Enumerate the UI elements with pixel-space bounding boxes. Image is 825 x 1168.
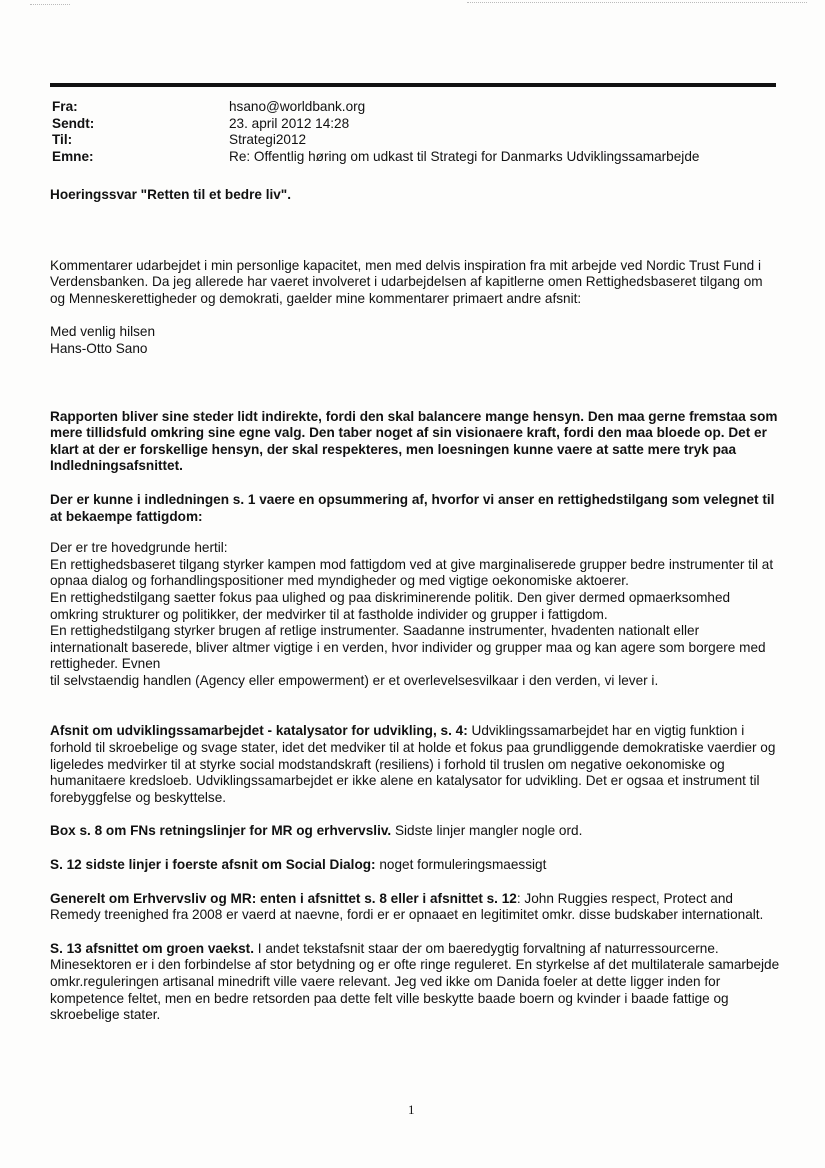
reasons-intro: Der er tre hovedgrunde hertil:	[50, 540, 228, 556]
header-rule	[50, 83, 776, 87]
reason-1: En rettighedsbaseret tilgang styrker kampen mod fattigdom ved at give marginaliserede grupper bedre instrumenter til at opnaa dialog og forhandlingspositioner med myndigheder og med vigtige oekonomiske aktoerer.	[50, 556, 774, 589]
subject-value: Re: Offentlig høring om udkast til Strategi for Danmarks Udviklingssamarbejde	[229, 148, 700, 164]
to-label: Til:	[52, 132, 73, 147]
section-page-12-heading: S. 12 sidste linjer i foerste afsnit om Social Dialog:	[50, 857, 376, 873]
section-box-page-8-text: Sidste linjer mangler nogle ord.	[391, 823, 583, 839]
header-row-subject	[52, 149, 699, 166]
to-value: Strategi2012	[229, 132, 307, 147]
header-row-to	[52, 132, 699, 149]
section-page-4-heading: Afsnit om udviklingssamarbejdet - katalysator for udvikling, s. 4:	[50, 723, 468, 739]
section-page-13-continued: omkr.reguleringen artisanal minedrift ville vaere relevant. Jeg ved ikke om Danida foeler at dette ligger inden for kompetence feltet, men en bedre retsorden paa dette felt ville beskytte baade boern og kvinder i baade fattige og skroebelige stater.	[50, 974, 729, 1023]
from-label: Fra:	[52, 99, 78, 114]
scan-artifact	[30, 4, 70, 13]
section-general-heading: Generelt om Erhvervsliv og MR: enten i afsnittet s. 8 eller i afsnittet s. 12	[50, 890, 517, 906]
section-box-page-8	[50, 823, 780, 840]
email-header	[52, 99, 699, 165]
page-number: 1	[408, 1102, 415, 1117]
section-box-page-8-heading: Box s. 8 om FNs retningslinjer for MR og erhvervsliv.	[50, 823, 392, 839]
section-page-12	[50, 857, 780, 874]
sent-value: 23. april 2012 14:28	[229, 115, 350, 131]
intro-paragraph: Kommentarer udarbejdet i min personlige kapacitet, men med delvis inspiration fra mit arbejde ved Nordic Trust Fund i Verdensbanken. Da jeg allerede har vaeret involveret i udarbejdelsen af kapitlerne omen Rettighedsbaseret tilgang om og Menneskerettigheder og demokrati, gaelder mine kommentarer primaert andre afsnit:	[50, 257, 763, 306]
section-general-business-hr	[50, 891, 780, 924]
reason-2: En rettighedstilgang saetter fokus paa ulighed og paa diskriminerende politik. Den giver dermed opmaerksomhed omkring strukturer og politikker, der medvirker til at fastholde individer og grupper i fattigdom.	[50, 589, 731, 622]
reason-3: En rettighedstilgang styrker brugen af retlige instrumenter. Saadanne instrumenter, hvadenten nationalt eller internationalt baserede, bliver altmer vigtige i en verden, hvor individer og grupper maa og kan agere som borgere med rettigheder. Evnen	[50, 623, 766, 672]
subject-label: Emne:	[52, 148, 94, 164]
section-page-4-text: Udviklingssamarbejdet har en vigtig funktion i forhold til skroebelige og svage stater, idet det medviker til at holde et fokus paa grundliggende demokratiske vaerdier og ligeledes medvirker til at styrke social modstandskraft (resiliens) i forhold til truslen om negative oekonomiske og humanitaere kredsloeb. Udviklingssamarbejdet er ikke alene en katalysator for udvikling. Det er ogsaa et instrument til forebyggfelse og beskyttelse.	[50, 723, 776, 805]
section-page-13-heading: S. 13 afsnittet om groen vaekst.	[50, 940, 254, 956]
section-general-text: : John Ruggies respect, Protect and Remedy treenighed fra 2008 er vaerd at naevne, fordi er er opnaaet en legitimitet omkr. disse budskaber internationalt.	[50, 890, 764, 923]
section-page-13-text: I andet tekstafsnit staar der om baeredygtig forvaltning af naturressourcerne. Minesektoren er i den forbindelse af stor betydning og er ofte ringe reguleret. En styrkelse af det multilaterale samarbejde	[50, 940, 780, 973]
header-row-sent	[52, 116, 699, 133]
paragraph-report-tone: Rapporten bliver sine steder lidt indirekte, fordi den skal balancere mange hensyn. Den maa gerne fremstaa som mere tillidsfuld omkring sine egne valg. Den taber noget af sin visionaere kraft, fordi den maa bloede op. Det er klart at der er forskellige hensyn, der skal respekteres, men loesningen kunne vaere at satte mere tryk paa Indledningsafsnittet.	[50, 408, 778, 474]
header-row-from	[52, 99, 699, 116]
from-value: hsano@worldbank.org	[229, 99, 366, 114]
letter-body	[50, 187, 780, 1024]
document-title: Hoeringssvar "Retten til et bedre liv".	[50, 187, 292, 202]
section-page-13	[50, 941, 780, 974]
signature: Hans-Otto Sano	[50, 340, 148, 356]
section-page-4	[50, 723, 780, 806]
reason-3-continued: til selvstaendig handlen (Agency eller empowerment) er et overlevelsesvilkaar i den verden, vi lever i.	[50, 672, 659, 688]
scan-artifact	[467, 2, 807, 3]
paragraph-intro-summary: Der er kunne i indledningen s. 1 vaere en opsummering af, hvorfor vi anser en rettighedstilgang som velegnet til at bekaempe fattigdom:	[50, 491, 775, 524]
sent-label: Sendt:	[52, 115, 95, 131]
section-page-12-text: noget formuleringsmaessigt	[375, 857, 547, 873]
greeting: Med venlig hilsen	[50, 324, 156, 340]
